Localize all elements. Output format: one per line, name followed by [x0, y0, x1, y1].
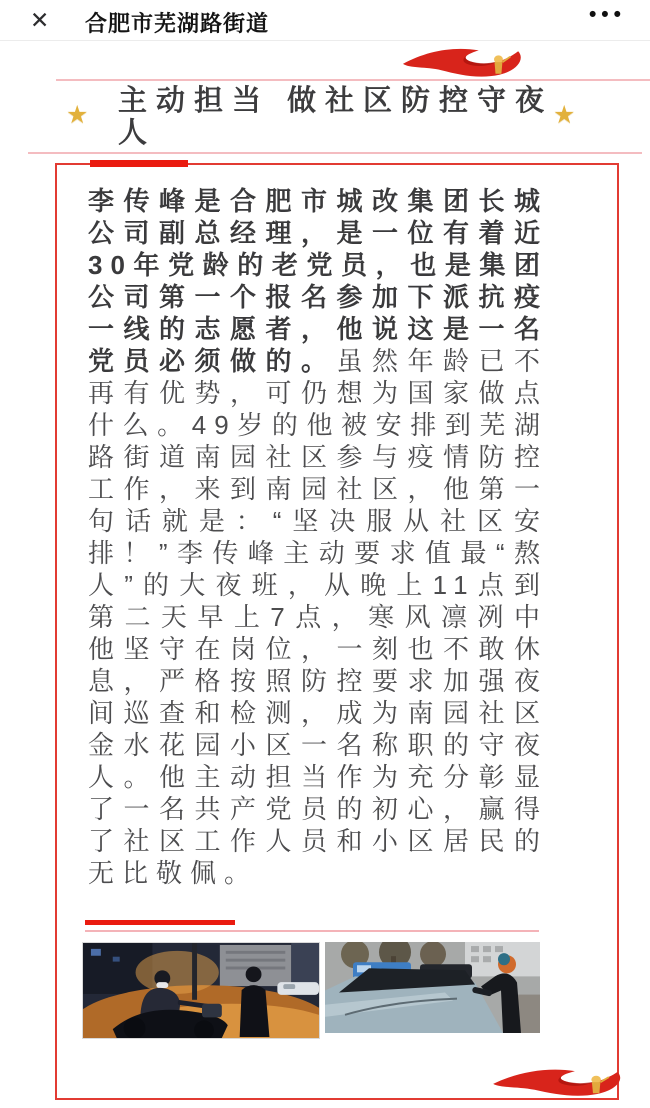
section-divider-line [85, 930, 539, 932]
top-bar [0, 0, 650, 41]
article-title: 主动担当 做社区防控守夜人 [118, 85, 554, 149]
article-lead-bold: 李传峰是合肥市城改集团长城公司副总经理，是一位有着近30年党龄的老党员，也是集团公司第一个报名参加下派抗疫一线的志愿者，他说这是一名党员必须做的。 [88, 186, 548, 376]
article-body-text: 虽然年龄已不再有优势，可仍想为国家做点什么。49岁的他被安排到芜湖路街道南园社区参与疫情防控工作，来到南园社区，他第一句话就是：“坚决服从社区安排！”李传峰主动要求值最“熬人”的大夜班，从晚上11点到第二天早上7点，寒风凛冽中他坚守在岗位，一刻也不敢休息，严格按照防控要求加强夜间巡查和检测，成为南园社区金水花园小区一名称职的守夜人。他主动担当作为充分彰显了一名共产党员的初心，赢得了社区工作人员和小区居民的无比敬佩。 [88, 346, 548, 888]
star-icon: ★ [66, 101, 89, 129]
red-ribbon-icon [400, 45, 528, 81]
accent-bar [90, 160, 188, 167]
night-patrol-photo[interactable] [82, 942, 320, 1039]
car-inspection-photo[interactable] [325, 942, 540, 1033]
star-icon: ★ [553, 101, 576, 129]
title-divider-top [56, 79, 650, 81]
article-frame [55, 163, 619, 1100]
title-divider-bottom [28, 152, 642, 154]
article-paragraph [88, 185, 548, 889]
page-title: 合肥市芜湖路街道 [85, 11, 270, 36]
section-divider-accent [85, 920, 235, 925]
close-icon[interactable]: ✕ [30, 7, 50, 33]
red-ribbon-icon [490, 1066, 628, 1100]
more-menu-icon[interactable]: ••• [588, 3, 626, 26]
